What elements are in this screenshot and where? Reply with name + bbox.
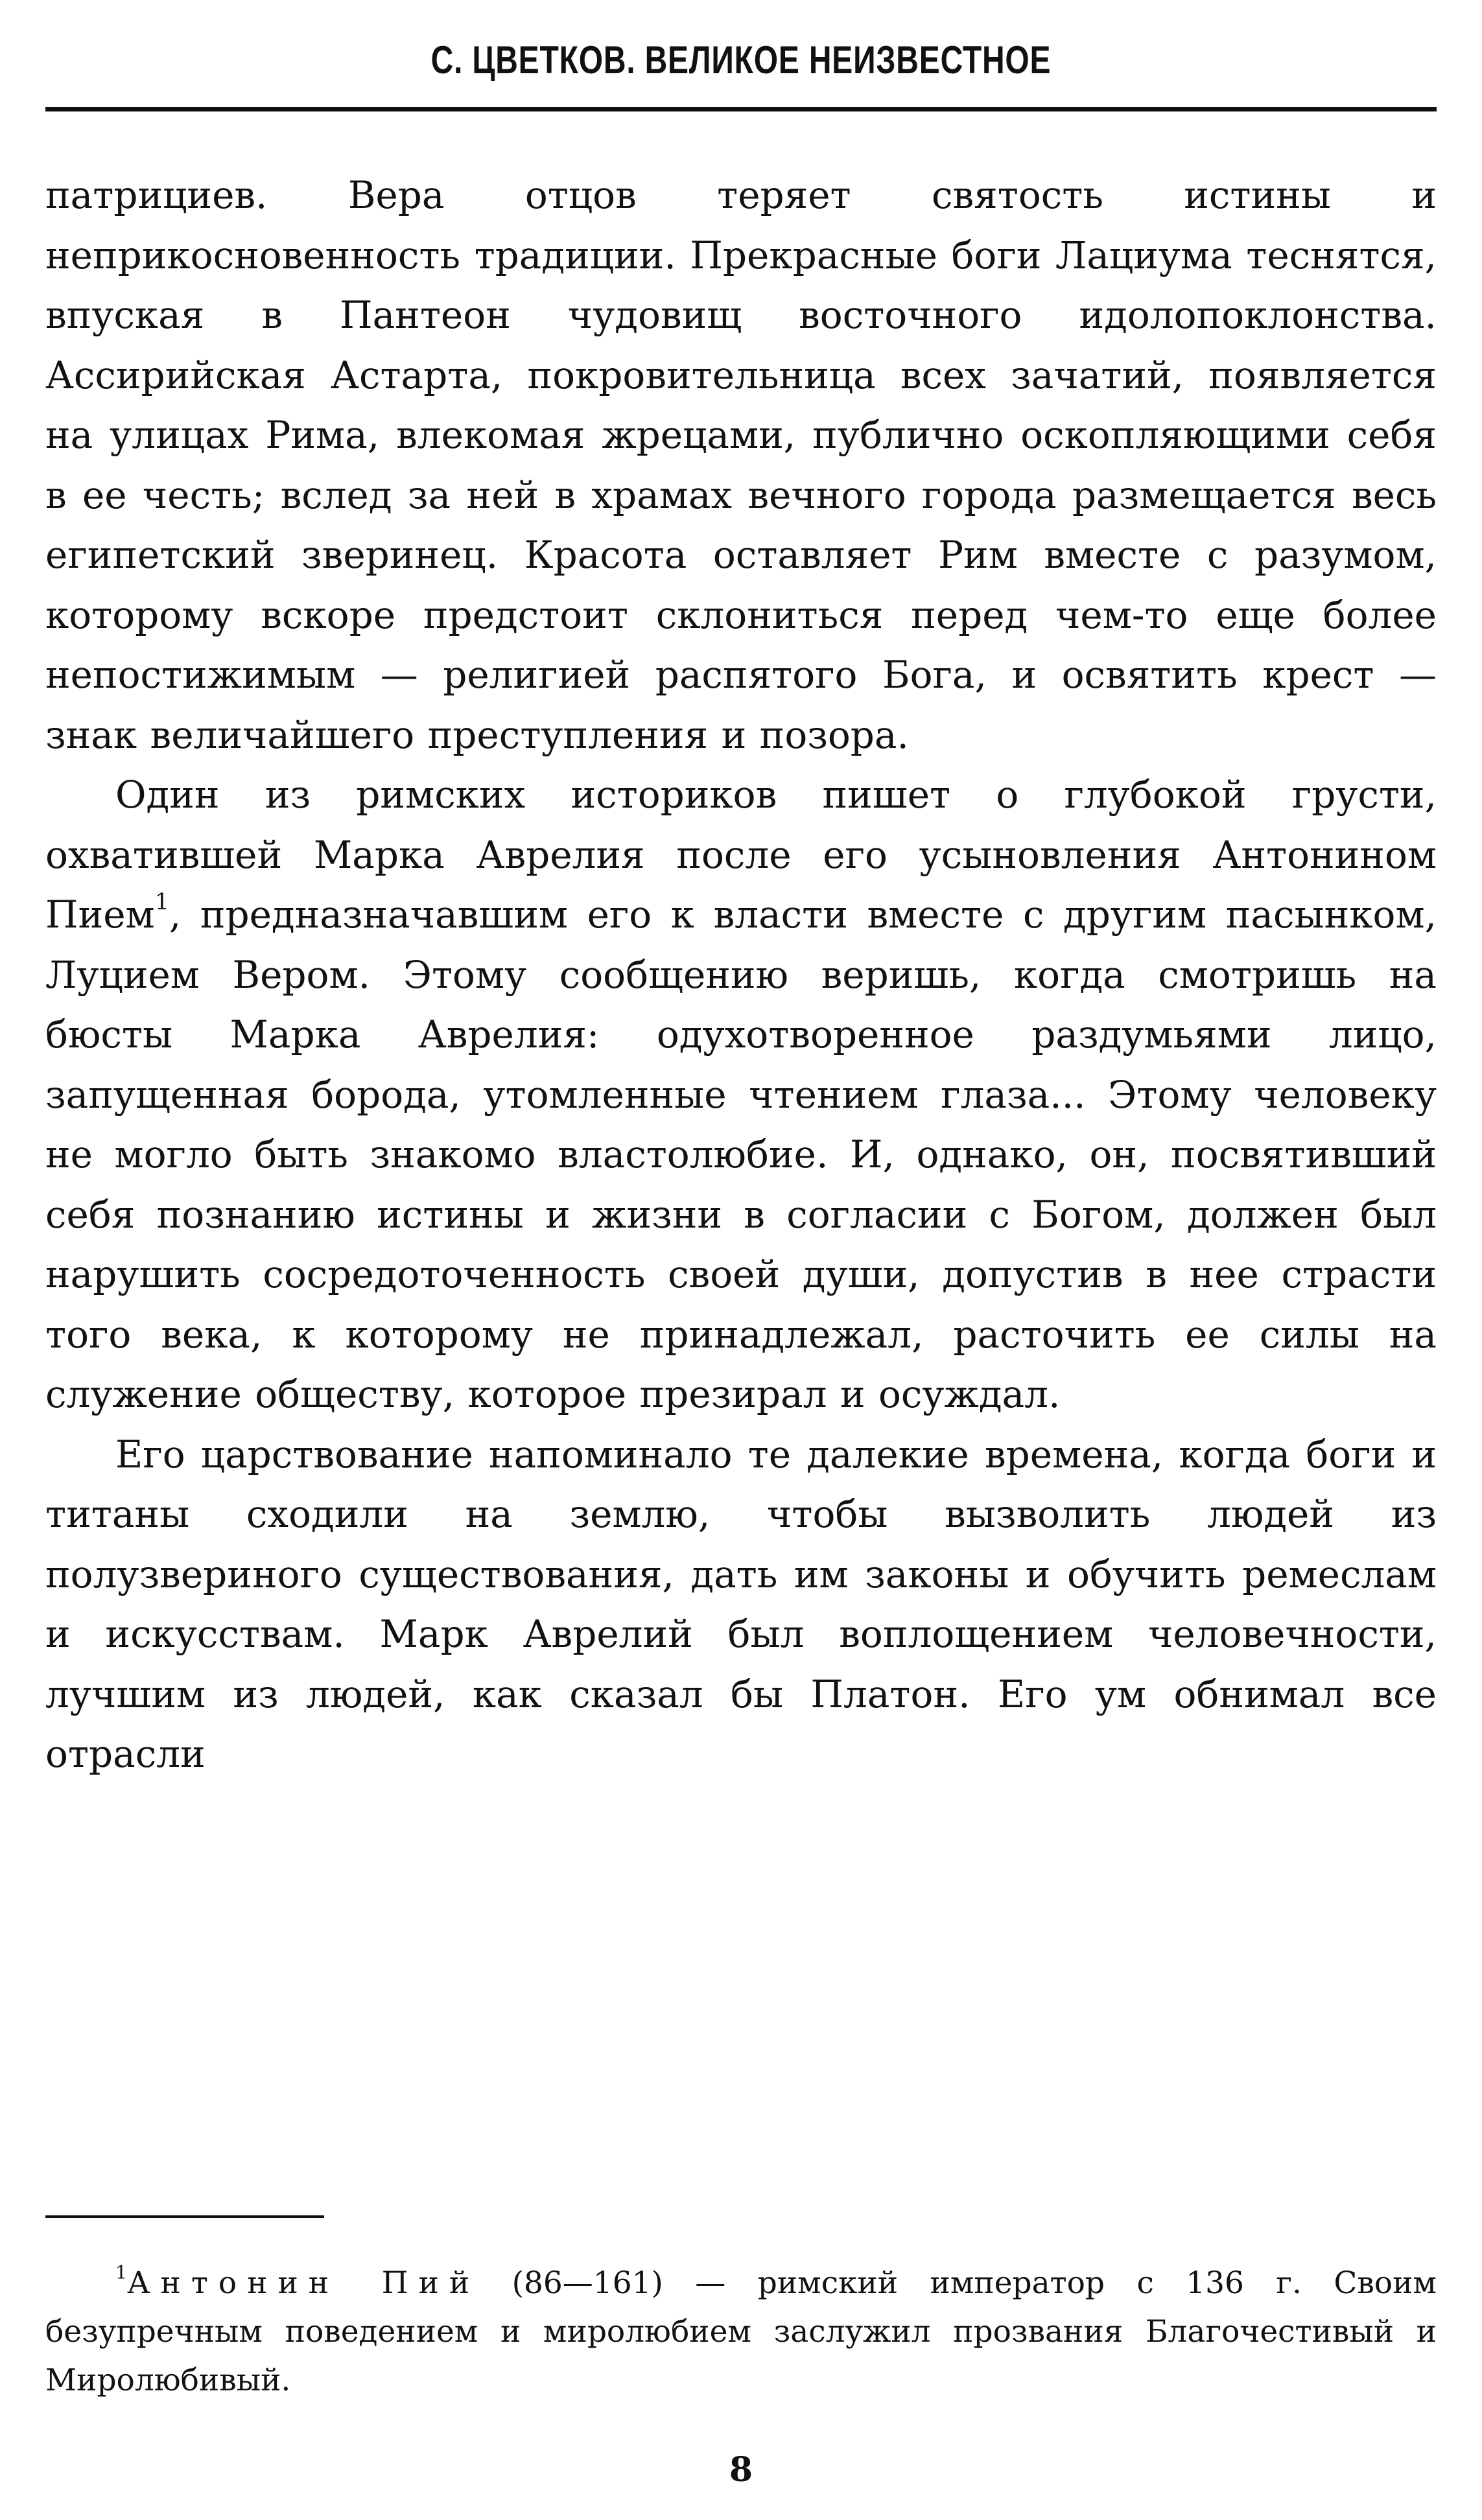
- running-header: С. ЦВЕТКОВ. ВЕЛИКОЕ НЕИЗВЕСТНОЕ: [430, 38, 1052, 82]
- main-text: [45, 165, 1437, 1784]
- footnote: [45, 2259, 1437, 2405]
- footnote-rule: [45, 2215, 324, 2218]
- paragraph-2-text-end: , предназначавшим его к власти вместе с другим пасынком, Луцием Вером. Этому сообщению веришь, когда смотришь на бюсты Марка Аврелия: одухотворенное раздумьями лицо, запущенная борода, утомленные чтением глаза... Этому человеку не могло быть знакомо властолюбие. И, однако, он, посвятивший себя познанию истины и жизни в согласии с Богом, должен был нарушить сосредоточенность своей души, допустив в нее страсти того века, к которому не принадлежал, расточить ее силы на служение обществу, которое презирал и осуждал.: [45, 892, 1437, 1416]
- footnote-marker: 1: [115, 2261, 127, 2283]
- paragraph-2: [45, 765, 1437, 1425]
- footnote-text: (86—161) — римский император с 136 г. Своим безупречным поведением и миролюбием заслужил прозвания Благочестивый и Миролюбивый.: [45, 2265, 1437, 2398]
- footnote-reference: 1: [154, 889, 169, 916]
- paragraph-2-text-start: Один из римских историков пишет о глубокой грусти, охватившей Марка Аврелия после его усыновления Антонином Пием: [45, 773, 1437, 937]
- page-number: 8: [729, 2450, 753, 2490]
- paragraph-3: Его царствование напоминало те далекие времена, когда боги и титаны сходили на землю, чтобы вызволить людей из полузвериного существования, дать им законы и обучить ремеслам и искусствам. Марк Аврелий был воплощением человечности, лучшим из людей, как сказал бы Платон. Его ум обнимал все отрасли: [45, 1432, 1437, 1776]
- paragraph-1: патрициев. Вера отцов теряет святость истины и неприкосновенность традиции. Прекрасные боги Лациума теснятся, впуская в Пантеон чудовищ восточного идолопоклонства. Ассирийская Астарта, покровительница всех зачатий, появляется на улицах Рима, влекомая жрецами, публично оскопляющими себя в ее честь; вслед за ней в храмах вечного города размещается весь египетский зверинец. Красота оставляет Рим вместе с разумом, которому вскоре предстоит склониться перед чем-то еще более непостижимым — религией распятого Бога, и освятить крест — знак величайшего преступления и позора.: [45, 173, 1437, 757]
- footnote-name: Антонин Пий: [126, 2265, 480, 2301]
- header-rule: [45, 107, 1437, 111]
